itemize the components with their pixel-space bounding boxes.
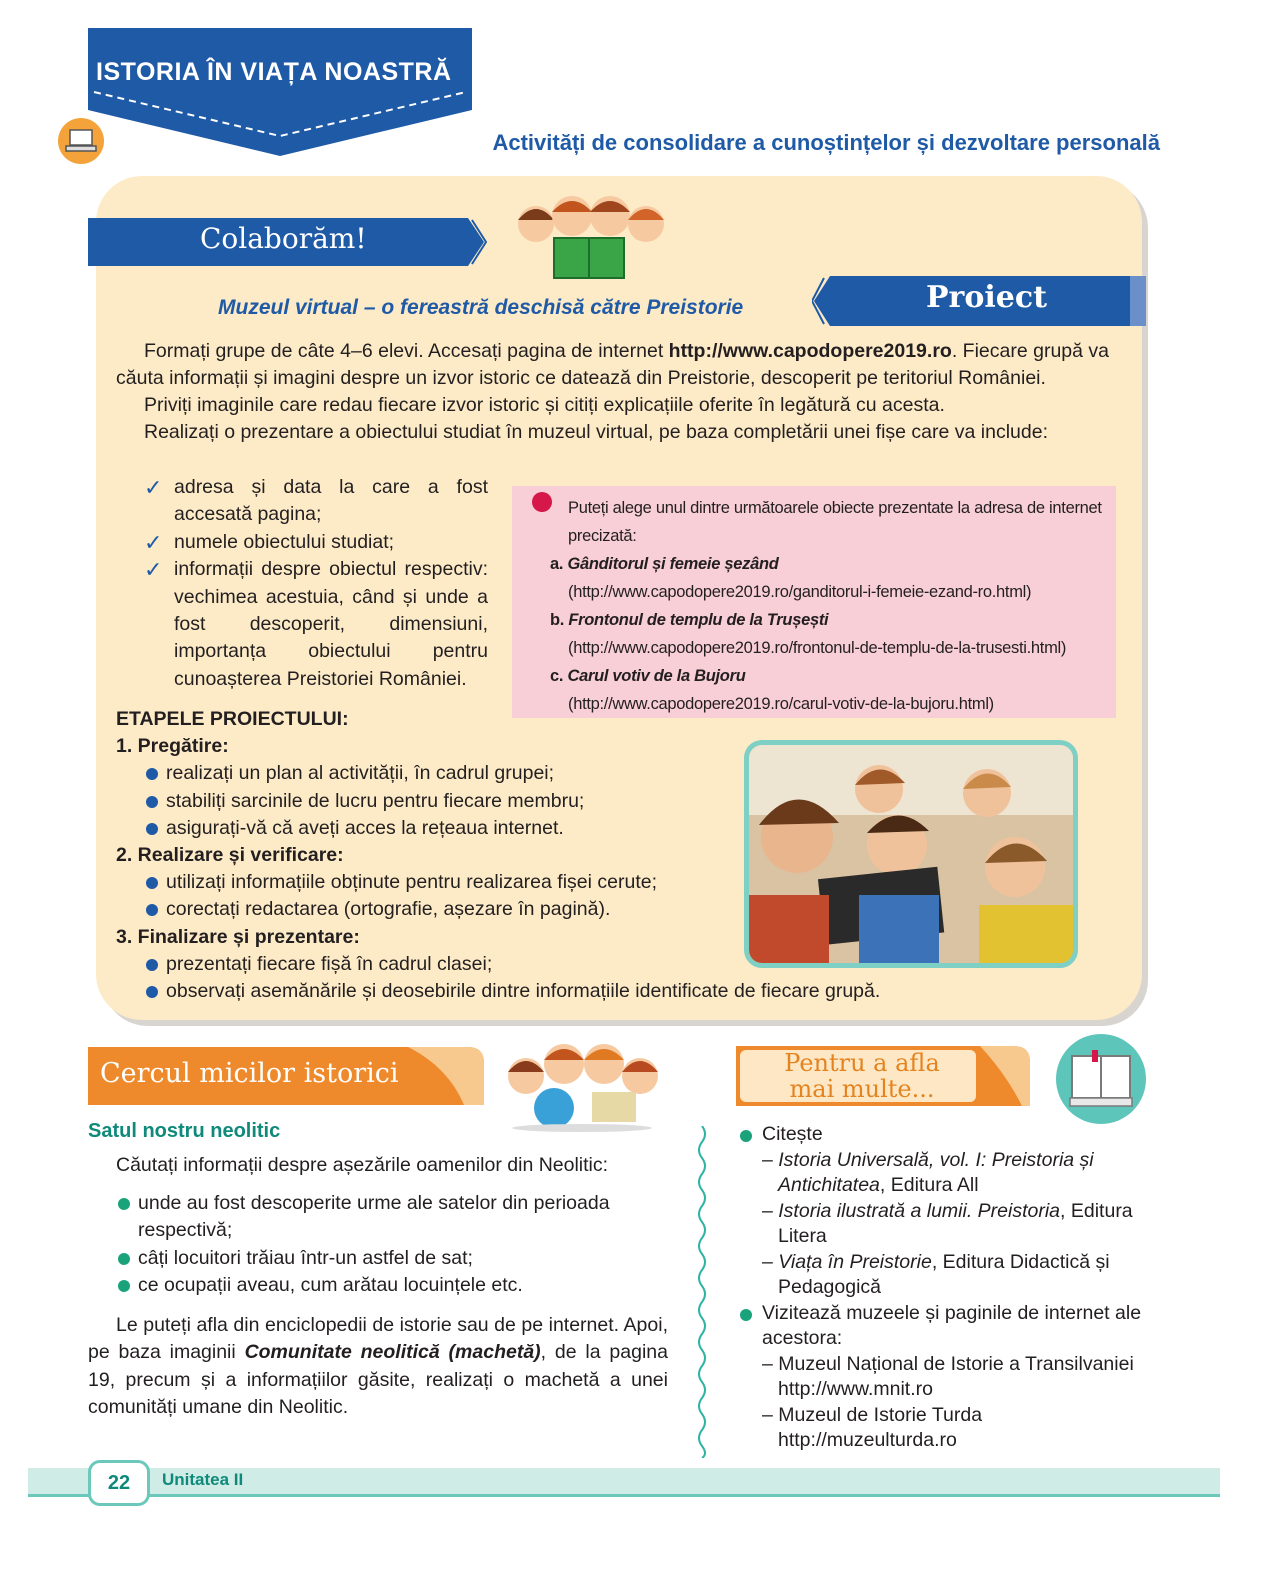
note-item: a. Gânditorul și femeie șezând [550, 555, 779, 573]
section-title: Satul nostru neolitic [88, 1120, 281, 1142]
cercul-bullet: câți locuitori trăiau într-un astfel de sat; [88, 1245, 668, 1273]
check-icon: ✓ [144, 475, 163, 500]
note-item: b. Frontonul de templu de la Trușești [550, 611, 829, 629]
checklist-item: ✓ informații despre obiectul respectiv: vechimea acestuia, când și unde a fost descoperit, dimensiuni, importanța obiectului pentru cunoașterea Preistoriei României. [144, 557, 488, 690]
book-item: – Istoria ilustrată a lumii. Preistoria, Editura Litera [762, 1199, 1133, 1247]
pentru-label: Pentru a afla mai multe... [784, 1049, 940, 1103]
museum-url[interactable]: http://muzeulturda.ro [778, 1429, 957, 1451]
page-number: 22 [88, 1460, 150, 1506]
cercul-intro: Căutați informații despre așezările oamenilor din Neolitic: [116, 1154, 609, 1176]
step-bullet: prezentați fiecare fișă în cadrul clasei; [116, 951, 756, 978]
note-url[interactable]: (http://www.capodopere2019.ro/frontonul-de-templu-de-la-trusesti.html) [568, 639, 1067, 657]
note-url[interactable]: (http://www.capodopere2019.ro/ganditorul-i-femeie-ezand-ro.html) [568, 583, 1032, 601]
step-bullet: stabiliți sarcinile de lucru pentru fiecare membru; [116, 788, 756, 815]
children-tablet-photo [744, 740, 1078, 968]
step-bullet: corectați redactarea (ortografie, așezare în pagină). [116, 896, 756, 923]
project-title: Muzeul virtual – o fereastră deschisă către Preistorie [218, 296, 744, 319]
cercul-outro: Le puteți afla din enciclopedii de istorie sau de pe internet. Apoi, pe baza imaginii Comunitate neolitică (machetă), de la pagina 19, precum și a informațiilor găsite, realizați o machetă a unei comunități umane din Neolitic. [88, 1313, 668, 1418]
book-item: – Viața în Preistorie, Editura Didactică și Pedagogică [762, 1250, 1110, 1298]
checklist-item: ✓ numele obiectului studiat; [144, 529, 395, 555]
kids-reading-illustration [510, 190, 670, 282]
project-steps [116, 706, 881, 1005]
intro-text-b: . Fiecare grupă va căuta informații și imagini despre un izvor istoric ce datează din Preistorie, descoperit pe teritoriul României. [116, 340, 1109, 389]
step-title: 2. Realizare și verificare: [116, 844, 344, 867]
check-icon: ✓ [144, 529, 163, 555]
note-text [550, 494, 1110, 718]
laptop-icon [58, 118, 104, 164]
checklist [144, 474, 488, 693]
cercul-bullet: ce ocupații aveau, cum arătau locuințele etc. [88, 1272, 668, 1300]
check-icon: ✓ [144, 557, 163, 583]
cercul-body [88, 1152, 668, 1422]
note-url[interactable]: (http://www.capodopere2019.ro/carul-votiv-de-la-bujoru.html) [568, 695, 994, 713]
step-title: 1. Pregătire: [116, 735, 229, 758]
note-intro: Puteți alege unul dintre următoarele obiecte prezentate la adresa de internet precizată: [568, 499, 1102, 545]
intro-url[interactable]: http://www.capodopere2019.ro [668, 340, 952, 362]
checklist-item: ✓ adresa și data la care a fost accesată pagina; [144, 475, 488, 526]
project-intro [116, 338, 1122, 446]
note-item: c. Carul votiv de la Bujoru [550, 667, 746, 685]
book-icon [1056, 1034, 1146, 1124]
step-bullet: observați asemănările și deosebirile dintre informațiile identificate de fiecare grupă. [116, 978, 1166, 1005]
cercul-label: Cercul micilor istorici [100, 1058, 399, 1089]
intro-paragraph-2: Priviți imaginile care redau fiecare izvor istoric și citiți explicațiile oferite în legătură cu acesta. [144, 394, 945, 416]
kids-globe-illustration [502, 1036, 662, 1132]
cercul-bullet: unde au fost descoperite urme ale satelor din perioada respectivă; [88, 1190, 668, 1245]
intro-paragraph-3: Realizați o prezentare a obiectului studiat în muzeul virtual, pe baza completării unei fișe care va include: [144, 421, 1048, 443]
intro-text-a: Formați grupe de câte 4–6 elevi. Accesați pagina de internet [144, 340, 669, 362]
project-label: Proiect [926, 280, 1047, 315]
read-heading: Citește [736, 1122, 1156, 1148]
further-reading-list [736, 1122, 1156, 1454]
step-bullet: realizați un plan al activității, în cadrul grupei; [116, 760, 756, 787]
step-bullet: asigurați-vă că aveți acces la rețeaua internet. [116, 815, 756, 842]
note-bullet-icon [532, 492, 552, 512]
step-bullet: utilizați informațiile obținute pentru realizarea fișei cerute; [116, 869, 756, 896]
column-divider [694, 1126, 710, 1458]
museum-item: – Muzeul de Istorie Turda [762, 1403, 983, 1426]
museum-item: – Muzeul Național de Istorie a Transilvaniei [762, 1352, 1134, 1375]
steps-heading: ETAPELE PROIECTULUI: [116, 708, 349, 730]
step-title: 3. Finalizare și prezentare: [116, 925, 360, 948]
museum-url[interactable]: http://www.mnit.ro [778, 1378, 933, 1400]
book-item: – Istoria Universală, vol. I: Preistoria și Antichitatea, Editura All [762, 1148, 1094, 1196]
unit-label: Unitatea II [162, 1470, 244, 1489]
banner-title: ISTORIA ÎN VIAȚA NOASTRĂ [96, 58, 452, 86]
visit-heading: Vizitează muzeele și paginile de internet ale acestora: [736, 1301, 1156, 1352]
page-subtitle: Activități de consolidare a cunoștințelor și dezvoltare personală [492, 130, 1160, 155]
colab-label: Colaborăm! [200, 222, 367, 255]
